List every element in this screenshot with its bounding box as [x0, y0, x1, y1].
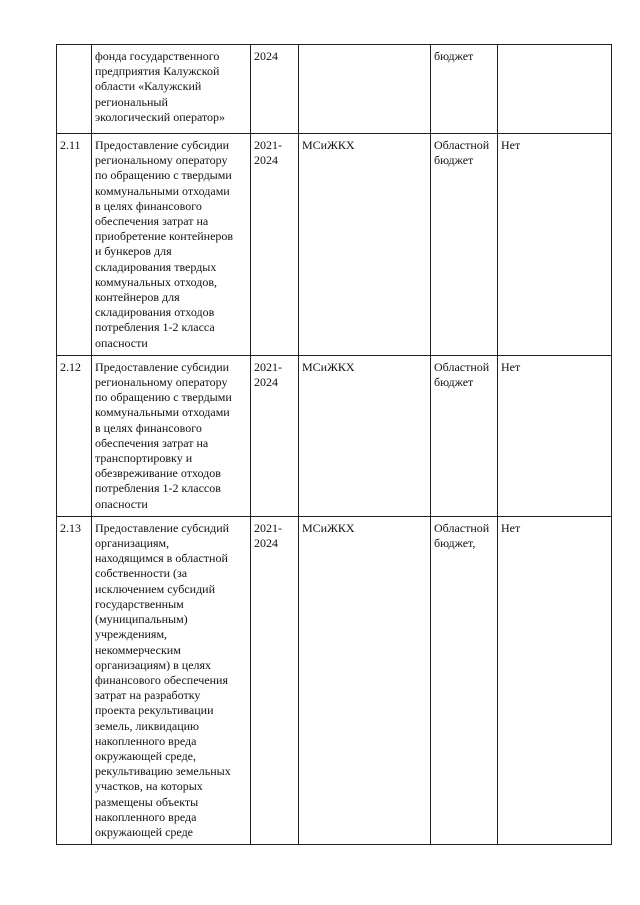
- implementation-period: 2024: [251, 45, 299, 134]
- table-row: [57, 45, 612, 134]
- row-number: 2.11: [57, 134, 92, 356]
- table-row: [57, 355, 612, 516]
- table-row: [57, 134, 612, 356]
- funding-source: Областной бюджет,: [431, 516, 498, 844]
- funding-source: Областной бюджет: [431, 355, 498, 516]
- measure-description: фонда государственного предприятия Калужской области «Калужский региональный экологический оператор»: [92, 45, 251, 134]
- responsible-executor: [299, 45, 431, 134]
- row-number: 2.12: [57, 355, 92, 516]
- note-cell: Нет: [498, 134, 612, 356]
- implementation-period: 2021- 2024: [251, 355, 299, 516]
- note-cell: Нет: [498, 355, 612, 516]
- measure-description: Предоставление субсидий организациям, находящимся в областной собственности (за исключением субсидий государственным (муниципальным) учреждениям, некоммерческим организациям) в целях финансового обеспечения затрат на разработку проекта рекультивации земель, ликвидацию накопленного вреда окружающей среде, рекультивацию земельных участков, на которых размещены объекты накопленного вреда окружающей среде: [92, 516, 251, 844]
- measure-description: Предоставление субсидии региональному оператору по обращению с твердыми коммунальными отходами в целях финансового обеспечения затрат на транспортировку и обезвреживание отходов потребления 1-2 классов опасности: [92, 355, 251, 516]
- note-cell: Нет: [498, 516, 612, 844]
- responsible-executor: МСиЖКХ: [299, 355, 431, 516]
- implementation-period: 2021- 2024: [251, 134, 299, 356]
- responsible-executor: МСиЖКХ: [299, 516, 431, 844]
- funding-source: Областной бюджет: [431, 134, 498, 356]
- table-row: [57, 516, 612, 844]
- note-cell: [498, 45, 612, 134]
- row-number: [57, 45, 92, 134]
- measure-description: Предоставление субсидии региональному оператору по обращению с твердыми коммунальными отходами в целях финансового обеспечения затрат на приобретение контейнеров и бункеров для складирования твердых коммунальных отходов, контейнеров для складирования отходов потребления 1-2 класса опасности: [92, 134, 251, 356]
- funding-source: бюджет: [431, 45, 498, 134]
- responsible-executor: МСиЖКХ: [299, 134, 431, 356]
- measures-table: [56, 44, 612, 845]
- implementation-period: 2021- 2024: [251, 516, 299, 844]
- row-number: 2.13: [57, 516, 92, 844]
